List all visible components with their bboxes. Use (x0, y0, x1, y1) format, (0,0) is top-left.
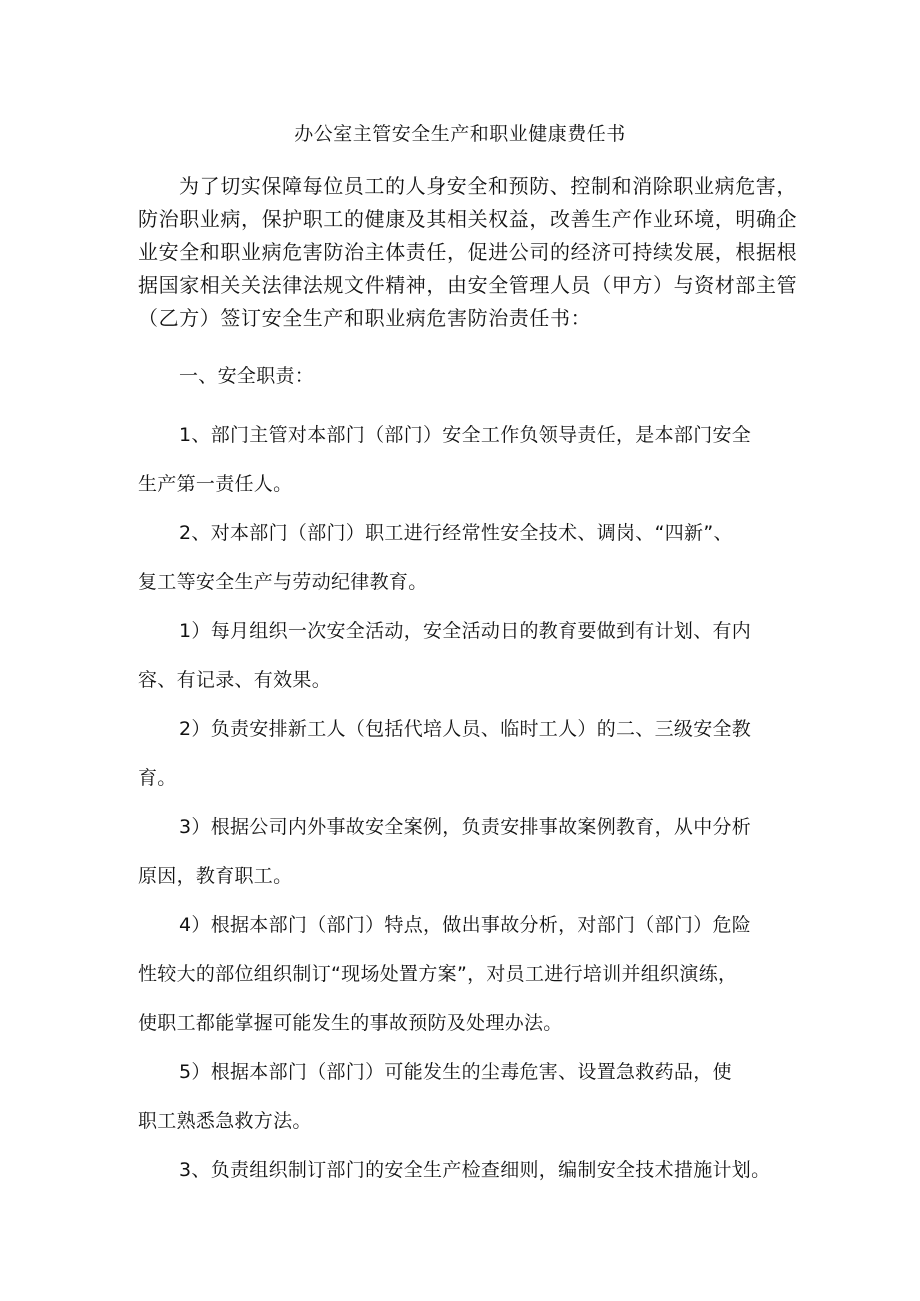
section-heading: 一、安全职责： (179, 365, 315, 387)
paragraph-line: 2）负责安排新工人（包括代培人员、临时工人）的二、三级安全教 (179, 718, 752, 740)
paragraph-line: 育。 (138, 767, 177, 789)
document-title: 办公室主管安全生产和职业健康费任书 (294, 123, 626, 145)
paragraph-line: 4）根据本部门（部门）特点，做出事故分析，对部门（部门）危险 (179, 914, 752, 936)
intro-line: 防治职业病，保护职工的健康及其相关权益，改善生产作业环境，明确企 (138, 207, 798, 231)
paragraph-line: 3）根据公司内外事故安全案例，负责安排事故案例教育，从中分析 (179, 816, 752, 838)
paragraph-line: 生产第一责任人。 (138, 473, 293, 495)
paragraph-line: 1、部门主管对本部门（部门）安全工作负领导责任，是本部门安全 (179, 424, 752, 446)
paragraph-line: 性较大的部位组织制订“现场处置方案”，对员工进行培训并组织演练， (138, 963, 738, 985)
paragraph-line: 复工等安全生产与劳动纪律教育。 (138, 571, 428, 593)
paragraph-line: 职工熟悉急救方法。 (138, 1110, 312, 1132)
paragraph-line: 使职工都能掌握可能发生的事故预防及处理办法。 (138, 1012, 563, 1034)
intro-line: （乙方）签订安全生产和职业病危害防治责任书： (138, 306, 592, 330)
paragraph-line: 2、对本部门（部门）职工进行经常性安全技术、调岗、“四新”、 (179, 522, 733, 544)
paragraph-line: 容、有记录、有效果。 (138, 669, 332, 691)
intro-line: 据国家相关关法律法规文件精神，由安全管理人员（甲方）与资材部主管 (138, 273, 798, 297)
intro-line: 为了切实保障每位员工的人身安全和预防、控制和消除职业病危害， (179, 174, 797, 198)
paragraph-line: 1）每月组织一次安全活动，安全活动日的教育要做到有计划、有内 (179, 620, 752, 642)
paragraph-line: 5）根据本部门（部门）可能发生的尘毒危害、设置急救药品，使 (179, 1061, 732, 1083)
paragraph-line: 3、负责组织制订部门的安全生产检查细则，编制安全技术措施计划。 (179, 1159, 771, 1181)
paragraph-line: 原因，教育职工。 (138, 865, 293, 887)
intro-line: 业安全和职业病危害防治主体责任，促进公司的经济可持续发展，根据根 (138, 240, 798, 264)
